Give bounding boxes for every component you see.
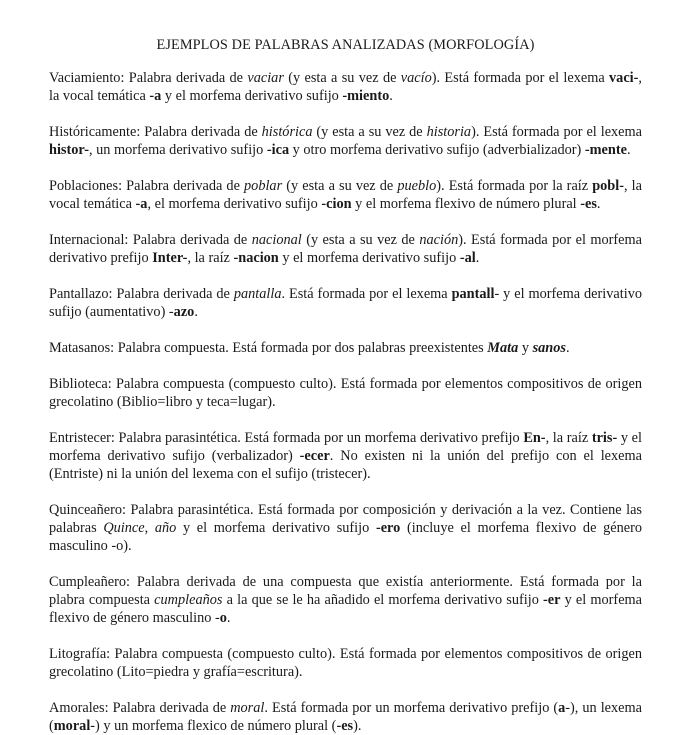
entry-segment: a la que se le ha añadido el morfema derivativo sufijo xyxy=(222,592,544,608)
entry-segment: Pantallazo: Palabra derivada de xyxy=(49,286,234,302)
entry-segment: y el morfema flexivo de género masculino - xyxy=(49,592,643,626)
entry-pantallazo xyxy=(49,285,642,321)
entry-entristecer xyxy=(49,429,642,483)
entry-segment: vaciar xyxy=(247,70,284,86)
entry-segment: - y el morfema derivativo sufijo (aumentativo) - xyxy=(49,286,642,320)
entry-segment: (y esta a su vez de xyxy=(282,178,398,194)
entry-segment: historia xyxy=(426,124,472,140)
entry-quinceanero xyxy=(49,501,642,555)
entry-segment: -), un lexema ( xyxy=(49,700,642,734)
entry-segment: -nacion xyxy=(233,250,279,266)
entry-segment: sanos xyxy=(532,340,566,356)
entry-segment: -ica xyxy=(266,142,290,158)
entry-segment: , un morfema derivativo sufijo xyxy=(88,142,267,158)
entry-segment: -es xyxy=(336,718,354,734)
entry-segment: -a xyxy=(149,88,162,104)
entry-segment: Vaciamiento: Palabra derivada de xyxy=(49,70,248,86)
entry-list xyxy=(49,69,642,735)
entry-segment: y el morfema derivativo sufijo (verbalizador) xyxy=(49,430,642,464)
entry-segment: pueblo xyxy=(397,178,437,194)
entry-segment: y el morfema derivativo sufijo xyxy=(176,520,376,536)
entry-segment: -er xyxy=(543,592,561,608)
entry-segment: nacional xyxy=(251,232,302,248)
entry-segment: o xyxy=(219,610,227,626)
entry-segment: año xyxy=(154,520,177,536)
entry-amorales xyxy=(49,699,642,735)
entry-segment: a xyxy=(558,700,566,716)
entry-cumpleanero xyxy=(49,573,642,627)
entry-segment: , la vocal temática xyxy=(49,70,642,104)
entry-segment: Cumpleañero: Palabra derivada de una compuesta que existía anteriormente. Está formada por la plabra compuesta xyxy=(49,574,642,608)
entry-segment: . xyxy=(194,304,198,320)
entry-segment: Litografía: Palabra compuesta (compuesto culto). Está formada por elementos compositivos de origen grecolatino (Lito=piedra y grafía=escritura). xyxy=(49,646,642,680)
entry-segment: nación xyxy=(419,232,459,248)
entry-segment: -a xyxy=(135,196,148,212)
entry-segment: . xyxy=(389,88,393,104)
entry-segment: -cion xyxy=(321,196,352,212)
entry-segment: pantalla xyxy=(233,286,282,302)
entry-segment: Matasanos: Palabra compuesta. Está formada por dos palabras preexistentes xyxy=(49,340,488,356)
entry-segment: Entristecer: Palabra parasintética. Está formada por un morfema derivativo prefijo xyxy=(49,430,524,446)
entry-segment: (incluye el morfema flexivo de género masculino -o). xyxy=(49,520,642,554)
entry-segment: -mente xyxy=(584,142,627,158)
entry-segment: Quinceañero: Palabra parasintética. Está formada por composición y derivación a la vez. Contiene las palabras xyxy=(49,502,642,536)
entry-segment: -es xyxy=(580,196,597,212)
entry-segment: y el morfema flexivo de número plural xyxy=(351,196,581,212)
entry-segment: ). Está formada por el morfema derivativo prefijo xyxy=(49,232,642,266)
entry-segment: . No existen ni la unión del prefijo con el lexema (Entriste) ni la unión del lexema con el sufijo (tristecer). xyxy=(49,448,642,482)
entry-segment: . xyxy=(626,142,631,158)
entry-segment: Quince xyxy=(103,520,145,536)
entry-segment: . xyxy=(475,250,480,266)
entry-segment: tris- xyxy=(591,430,618,446)
entry-matasanos xyxy=(49,339,642,357)
entry-segment: Históricamente: Palabra derivada de xyxy=(49,124,262,140)
entry-segment: . xyxy=(565,340,570,356)
entry-segment: pobl- xyxy=(592,178,624,194)
entry-segment: Internacional: Palabra derivada de xyxy=(49,232,252,248)
entry-segment: , el morfema derivativo sufijo xyxy=(147,196,322,212)
entry-segment: (y esta a su vez de xyxy=(283,70,401,86)
entry-segment: y el morfema derivativo sufijo xyxy=(278,250,460,266)
entry-segment: . Está formada por el lexema xyxy=(281,286,452,302)
entry-segment: vacío xyxy=(400,70,432,86)
entry-segment: -ero xyxy=(375,520,401,536)
entry-segment: histórica xyxy=(261,124,313,140)
entry-segment: , la raíz xyxy=(545,430,592,446)
entry-segment: -) y un morfema flexico de número plural ( xyxy=(90,718,337,734)
entry-segment: , la raíz xyxy=(187,250,234,266)
entry-segment: Poblaciones: Palabra derivada de xyxy=(49,178,245,194)
entry-segment: Biblioteca: Palabra compuesta (compuesto culto). Está formada por elementos compositivos de origen grecolatino (Biblio=libro y teca=lugar). xyxy=(49,376,642,410)
entry-segment: (y esta a su vez de xyxy=(301,232,420,248)
entry-poblaciones xyxy=(49,177,642,213)
entry-historicamente xyxy=(49,123,642,159)
entry-segment: ). xyxy=(353,718,362,734)
entry-segment: cumpleaños xyxy=(154,592,223,608)
entry-segment: y otro morfema derivativo sufijo (adverbializador) xyxy=(289,142,585,158)
entry-segment: -ecer xyxy=(299,448,330,464)
entry-segment: -al xyxy=(459,250,476,266)
entry-segment: ). Está formada por el lexema xyxy=(471,124,642,140)
entry-segment: ). Está formada por el lexema xyxy=(431,70,610,86)
entry-segment: . Está formada por un morfema derivativo prefijo ( xyxy=(264,700,559,716)
entry-segment: En- xyxy=(523,430,546,446)
entry-segment: histor- xyxy=(49,142,89,158)
entry-biblioteca xyxy=(49,375,642,411)
entry-segment: -miento xyxy=(342,88,390,104)
entry-segment: (y esta a su vez de xyxy=(312,124,427,140)
entry-segment: , xyxy=(144,520,155,536)
entry-vaciamiento xyxy=(49,69,642,105)
entry-segment: y el morfema derivativo sufijo xyxy=(161,88,343,104)
entry-litografia xyxy=(49,645,642,681)
entry-segment: . xyxy=(596,196,601,212)
entry-segment: moral xyxy=(230,700,265,716)
entry-segment: . xyxy=(226,610,231,626)
entry-segment: moral xyxy=(53,718,91,734)
entry-segment: Amorales: Palabra derivada de xyxy=(49,700,231,716)
entry-segment: , la vocal temática xyxy=(49,178,642,212)
entry-segment: azo xyxy=(173,304,195,320)
entry-internacional xyxy=(49,231,642,267)
entry-segment: pantall xyxy=(451,286,495,302)
entry-segment: Mata xyxy=(487,340,519,356)
entry-segment: ). Está formada por la raíz xyxy=(436,178,593,194)
entry-segment: y xyxy=(518,340,533,356)
entry-segment: vaci- xyxy=(609,70,639,86)
entry-segment: Inter- xyxy=(152,250,188,266)
entry-segment: poblar xyxy=(244,178,283,194)
document-title: EJEMPLOS DE PALABRAS ANALIZADAS (MORFOLOGÍA) xyxy=(156,37,535,53)
